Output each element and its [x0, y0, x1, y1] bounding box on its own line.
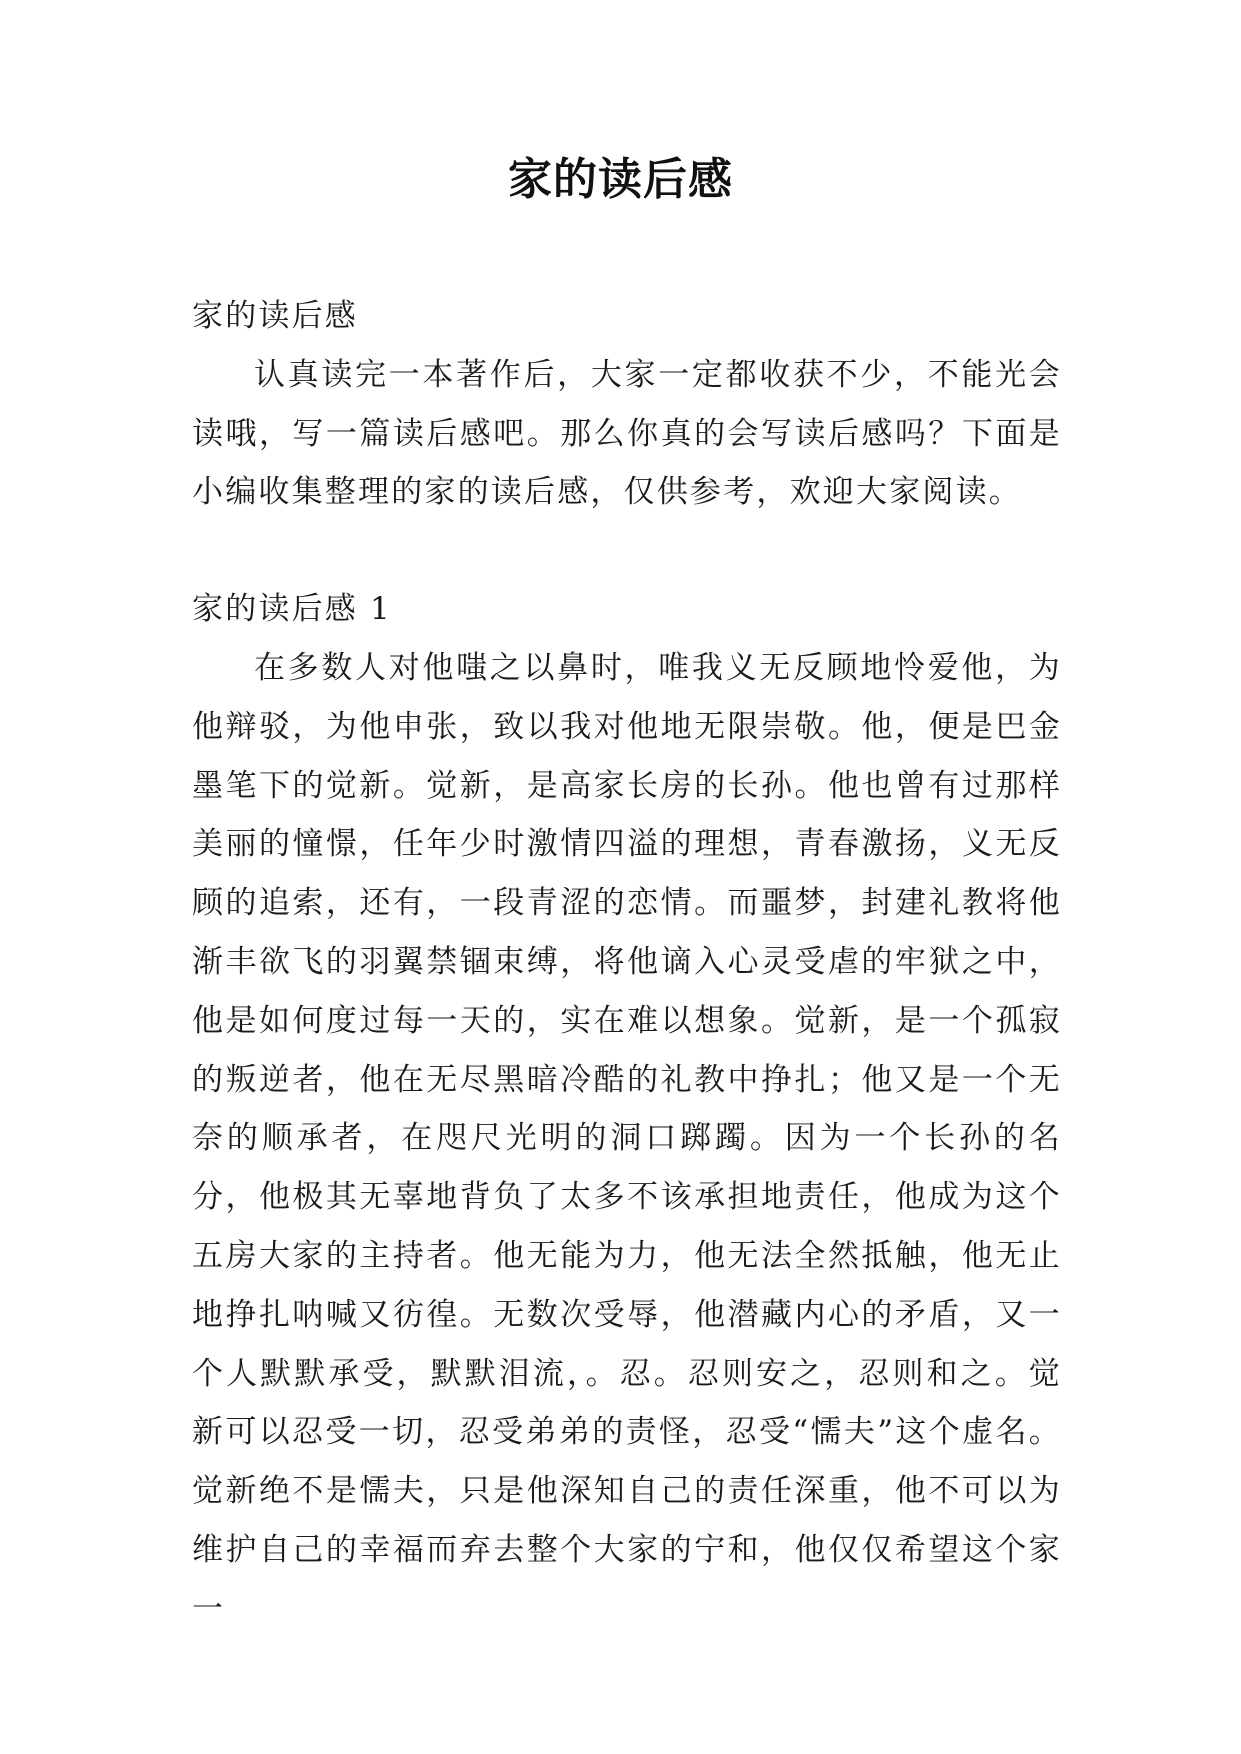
intro-paragraph: 认真读完一本著作后，大家一定都收获不少，不能光会读哦，写一篇读后感吧。那么你真的会写读后感吗？下面是小编收集整理的家的读后感，仅供参考，欢迎大家阅读。: [192, 356, 1062, 511]
section-heading: 家的读后感 1: [192, 591, 392, 628]
document-body: [192, 287, 1062, 1639]
section-paragraph: 在多数人对他嗤之以鼻时，唯我义无反顾地怜爱他，为他辩驳，为他申张，致以我对他地无限崇敬。他，便是巴金墨笔下的觉新。觉新，是高家长房的长孙。他也曾有过那样美丽的憧憬，任年少时激情四溢的理想，青春激扬，义无反顾的追索，还有，一段青涩的恋情。而噩梦，封建礼教将他渐丰欲飞的羽翼禁锢束缚，将他谪入心灵受虐的牢狱之中，他是如何度过每一天的，实在难以想象。觉新，是一个孤寂的叛逆者，他在无尽黑暗冷酷的礼教中挣扎；他又是一个无奈的顺承者，在咫尺光明的洞口踯躅。因为一个长孙的名分，他极其无辜地背负了太多不该承担地责任，他成为这个五房大家的主持者。他无能为力，他无法全然抵触，他无止地挣扎呐喊又彷徨。无数次受辱，他潜藏内心的矛盾，又一个人默默承受，默默泪流，。忍。忍则安之，忍则和之。觉新可以忍受一切，忍受弟弟的责怪，忍受“懦夫”这个虚名。觉新绝不是懦夫，只是他深知自己的责任深重，他不可以为维护自己的幸福而弃去整个大家的宁和，他仅仅希望这个家一: [192, 649, 1062, 1627]
section-spacer: [192, 522, 1062, 580]
intro-heading: 家的读后感: [192, 298, 358, 334]
document-title: 家的读后感: [508, 154, 733, 205]
